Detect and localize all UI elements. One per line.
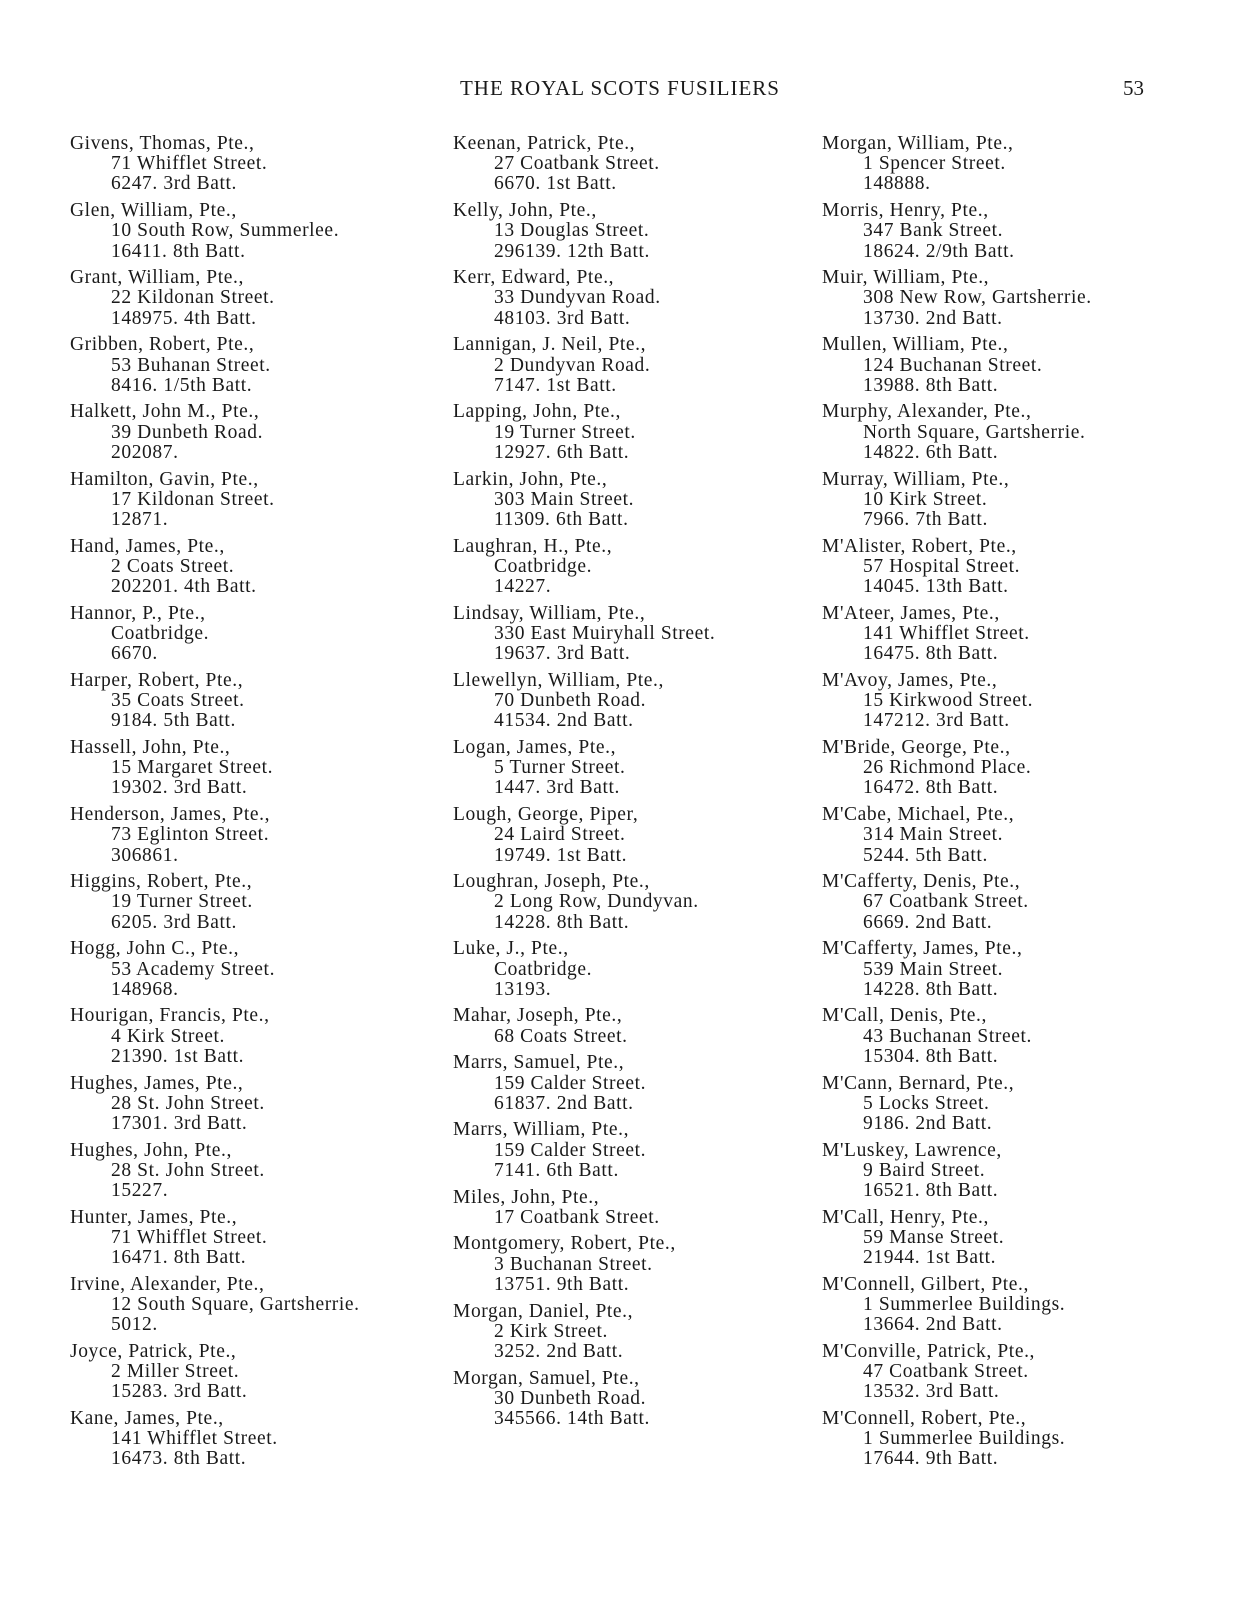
entry-address: 33 Dundyvan Road. xyxy=(494,287,661,309)
entry-name: Higgins, Robert, Pte., xyxy=(70,871,253,893)
entry-address: 124 Buchanan Street. xyxy=(863,354,1043,376)
roll-entry xyxy=(70,470,445,531)
entry-name: Henderson, James, Pte., xyxy=(70,804,271,826)
entry-service: 14227. xyxy=(494,576,552,598)
entry-service: 6247. 3rd Batt. xyxy=(111,173,237,195)
roll-entry xyxy=(70,335,445,396)
roll-entry xyxy=(453,1006,828,1046)
entry-name: M'Bride, George, Pte., xyxy=(822,736,1011,758)
entry-name: Loughran, Joseph, Pte., xyxy=(453,871,650,893)
entry-address: 1 Summerlee Buildings. xyxy=(863,1294,1066,1316)
entry-name: Marrs, William, Pte., xyxy=(453,1119,630,1141)
roll-entry xyxy=(453,1053,828,1114)
entry-address: 47 Coatbank Street. xyxy=(863,1361,1029,1383)
roll-entry xyxy=(453,470,828,531)
entry-service: 147212. 3rd Batt. xyxy=(863,710,1010,732)
entry-name: Hunter, James, Pte., xyxy=(70,1206,238,1228)
roll-entry xyxy=(822,805,1197,866)
roll-entry xyxy=(453,1234,828,1295)
roll-column-3 xyxy=(822,134,1197,1476)
entry-address: 28 St. John Street. xyxy=(111,1159,265,1181)
entry-service: 14822. 6th Batt. xyxy=(863,441,999,463)
entry-address: 71 Whifflet Street. xyxy=(111,1226,268,1248)
page-header xyxy=(0,76,1240,106)
roll-entry xyxy=(822,402,1197,463)
entry-name: Murray, William, Pte., xyxy=(822,468,1010,490)
roll-entry xyxy=(70,1141,445,1202)
entry-service: 1447. 3rd Batt. xyxy=(494,777,620,799)
entry-address: Coatbridge. xyxy=(111,622,210,644)
entry-service: 15304. 8th Batt. xyxy=(863,1045,999,1067)
roll-entry xyxy=(453,402,828,463)
entry-service: 6205. 3rd Batt. xyxy=(111,911,237,933)
entry-address: 2 Kirk Street. xyxy=(494,1320,609,1342)
roll-entry xyxy=(822,671,1197,732)
entry-address: 35 Coats Street. xyxy=(111,690,245,712)
roll-entry xyxy=(453,201,828,262)
entry-service: 9186. 2nd Batt. xyxy=(863,1112,993,1134)
entry-service: 12927. 6th Batt. xyxy=(494,441,630,463)
entry-name: Morgan, William, Pte., xyxy=(822,133,1014,154)
entry-name: M'Cabe, Michael, Pte., xyxy=(822,804,1015,826)
entry-service: 9184. 5th Batt. xyxy=(111,710,236,732)
entry-address: 539 Main Street. xyxy=(863,958,1004,980)
roll-entry xyxy=(822,537,1197,598)
roll-entry xyxy=(453,738,828,799)
roll-entry xyxy=(70,872,445,933)
entry-address: 308 New Row, Gartsherrie. xyxy=(863,287,1092,309)
entry-name: Lannigan, J. Neil, Pte., xyxy=(453,334,647,356)
entry-service: 15227. xyxy=(111,1180,169,1202)
entry-address: 5 Locks Street. xyxy=(863,1092,990,1114)
roll-entry xyxy=(822,1342,1197,1403)
entry-service: 16471. 8th Batt. xyxy=(111,1247,247,1269)
entry-service: 14045. 13th Batt. xyxy=(863,576,1009,598)
roll-entry xyxy=(822,1141,1197,1202)
entry-address: 141 Whifflet Street. xyxy=(863,622,1030,644)
entry-address: 70 Dunbeth Road. xyxy=(494,690,647,712)
roll-entry xyxy=(70,402,445,463)
entry-service: 7141. 6th Batt. xyxy=(494,1159,619,1181)
entry-name: M'Alister, Robert, Pte., xyxy=(822,535,1017,557)
entry-address: 314 Main Street. xyxy=(863,824,1004,846)
entry-address: 13 Douglas Street. xyxy=(494,220,650,242)
entry-service: 13730. 2nd Batt. xyxy=(863,307,1003,329)
entry-service: 13532. 3rd Batt. xyxy=(863,1381,1000,1403)
entry-service: 61837. 2nd Batt. xyxy=(494,1092,634,1114)
entry-name: Gribben, Robert, Pte., xyxy=(70,334,255,356)
roll-entry xyxy=(70,604,445,665)
entry-address: 73 Eglinton Street. xyxy=(111,824,270,846)
entry-address: 71 Whifflet Street. xyxy=(111,153,268,175)
entry-service: 6669. 2nd Batt. xyxy=(863,911,993,933)
entry-name: Hassell, John, Pte., xyxy=(70,736,231,758)
entry-name: M'Cafferty, Denis, Pte., xyxy=(822,871,1021,893)
entry-address: 141 Whifflet Street. xyxy=(111,1428,278,1450)
entry-name: M'Connell, Gilbert, Pte., xyxy=(822,1273,1030,1295)
roll-entry xyxy=(453,1188,828,1228)
entry-address: 2 Long Row, Dundyvan. xyxy=(494,891,699,913)
entry-name: Luke, J., Pte., xyxy=(453,938,569,960)
entry-address: Coatbridge. xyxy=(494,555,593,577)
entry-address: 26 Richmond Place. xyxy=(863,757,1032,779)
entry-name: Morris, Henry, Pte., xyxy=(822,200,989,222)
roll-entry xyxy=(822,470,1197,531)
entry-address: 30 Dunbeth Road. xyxy=(494,1387,647,1409)
roll-entry xyxy=(70,268,445,329)
entry-service: 14228. 8th Batt. xyxy=(863,978,999,1000)
entry-name: Joyce, Patrick, Pte., xyxy=(70,1340,237,1362)
roll-entry xyxy=(70,939,445,1000)
entry-address: 9 Baird Street. xyxy=(863,1159,986,1181)
entry-name: Harper, Robert, Pte., xyxy=(70,669,244,691)
entry-name: Muir, William, Pte., xyxy=(822,267,990,289)
entry-address: 2 Dundyvan Road. xyxy=(494,354,651,376)
entry-name: Kelly, John, Pte., xyxy=(453,200,597,222)
roll-column-1 xyxy=(70,134,445,1476)
roll-entry xyxy=(822,1074,1197,1135)
entry-name: Keenan, Patrick, Pte., xyxy=(453,133,636,154)
entry-service: 19637. 3rd Batt. xyxy=(494,643,631,665)
entry-name: M'Luskey, Lawrence, xyxy=(822,1139,1002,1161)
entry-service: 5012. xyxy=(111,1314,158,1336)
entry-name: M'Call, Henry, Pte., xyxy=(822,1206,989,1228)
roll-entry xyxy=(453,1369,828,1430)
roll-entry xyxy=(453,537,828,598)
entry-service: 11309. 6th Batt. xyxy=(494,508,629,530)
entry-service: 202087. xyxy=(111,441,179,463)
entry-service: 13751. 9th Batt. xyxy=(494,1273,630,1295)
entry-name: Halkett, John M., Pte., xyxy=(70,401,260,423)
entry-name: Mahar, Joseph, Pte., xyxy=(453,1005,623,1027)
entry-name: Irvine, Alexander, Pte., xyxy=(70,1273,265,1295)
roll-entry xyxy=(70,1275,445,1336)
entry-name: Glen, William, Pte., xyxy=(70,200,237,222)
entry-service: 13193. xyxy=(494,978,552,1000)
entry-service: 8416. 1/5th Batt. xyxy=(111,374,253,396)
entry-service: 13988. 8th Batt. xyxy=(863,374,999,396)
entry-name: Hogg, John C., Pte., xyxy=(70,938,240,960)
entry-name: Mullen, William, Pte., xyxy=(822,334,1009,356)
entry-name: Murphy, Alexander, Pte., xyxy=(822,401,1032,423)
roll-entry xyxy=(70,1208,445,1269)
entry-name: Lapping, John, Pte., xyxy=(453,401,621,423)
roll-column-2 xyxy=(453,134,828,1436)
entry-name: Hughes, James, Pte., xyxy=(70,1072,244,1094)
roll-entry xyxy=(822,738,1197,799)
entry-service: 16521. 8th Batt. xyxy=(863,1180,999,1202)
entry-address: 15 Kirkwood Street. xyxy=(863,690,1034,712)
entry-address: North Square, Gartsherrie. xyxy=(863,421,1086,443)
entry-name: Llewellyn, William, Pte., xyxy=(453,669,664,691)
entry-address: 59 Manse Street. xyxy=(863,1226,1005,1248)
entry-service: 3252. 2nd Batt. xyxy=(494,1340,624,1362)
entry-address: 330 East Muiryhall Street. xyxy=(494,622,716,644)
entry-name: Larkin, John, Pte., xyxy=(453,468,608,490)
roll-entry xyxy=(70,134,445,195)
entry-service: 7966. 7th Batt. xyxy=(863,508,988,530)
entry-name: Hamilton, Gavin, Pte., xyxy=(70,468,259,490)
entry-address: 4 Kirk Street. xyxy=(111,1025,226,1047)
entry-address: 24 Laird Street. xyxy=(494,824,626,846)
entry-name: M'Avoy, James, Pte., xyxy=(822,669,998,691)
roll-entry xyxy=(453,335,828,396)
entry-address: 347 Bank Street. xyxy=(863,220,1004,242)
entry-service: 5244. 5th Batt. xyxy=(863,844,988,866)
entry-service: 306861. xyxy=(111,844,179,866)
roll-entry xyxy=(70,1006,445,1067)
entry-name: Laughran, H., Pte., xyxy=(453,535,613,557)
entry-address: 159 Calder Street. xyxy=(494,1139,647,1161)
entry-address: 2 Coats Street. xyxy=(111,555,235,577)
roll-entry xyxy=(70,1074,445,1135)
entry-service: 6670. 1st Batt. xyxy=(494,173,617,195)
entry-address: 53 Academy Street. xyxy=(111,958,276,980)
entry-service: 148968. xyxy=(111,978,179,1000)
entry-address: 19 Turner Street. xyxy=(494,421,636,443)
entry-name: M'Conville, Patrick, Pte., xyxy=(822,1340,1036,1362)
entry-service: 6670. xyxy=(111,643,158,665)
entry-service: 21390. 1st Batt. xyxy=(111,1045,245,1067)
entry-address: 22 Kildonan Street. xyxy=(111,287,275,309)
roll-entry xyxy=(822,1409,1197,1470)
roll-entry xyxy=(453,1120,828,1181)
entry-service: 16473. 8th Batt. xyxy=(111,1448,247,1470)
entry-name: M'Connell, Robert, Pte., xyxy=(822,1408,1027,1430)
entry-name: Kerr, Edward, Pte., xyxy=(453,267,615,289)
entry-service: 7147. 1st Batt. xyxy=(494,374,617,396)
roll-entry xyxy=(70,738,445,799)
entry-service: 345566. 14th Batt. xyxy=(494,1408,650,1430)
entry-name: M'Call, Denis, Pte., xyxy=(822,1005,988,1027)
entry-service: 21944. 1st Batt. xyxy=(863,1247,997,1269)
entry-address: 1 Spencer Street. xyxy=(863,153,1006,175)
roll-entry xyxy=(70,201,445,262)
entry-name: Hourigan, Francis, Pte., xyxy=(70,1005,270,1027)
roll-entry xyxy=(822,1275,1197,1336)
entry-service: 19302. 3rd Batt. xyxy=(111,777,248,799)
entry-name: Lough, George, Piper, xyxy=(453,804,639,826)
entry-name: M'Cafferty, James, Pte., xyxy=(822,938,1023,960)
entry-name: Marrs, Samuel, Pte., xyxy=(453,1052,625,1074)
entry-address: 28 St. John Street. xyxy=(111,1092,265,1114)
entry-name: Morgan, Samuel, Pte., xyxy=(453,1367,640,1389)
entry-service: 12871. xyxy=(111,508,169,530)
entry-name: Grant, William, Pte., xyxy=(70,267,244,289)
entry-address: 1 Summerlee Buildings. xyxy=(863,1428,1066,1450)
entry-address: 68 Coats Street. xyxy=(494,1025,628,1047)
entry-service: 17644. 9th Batt. xyxy=(863,1448,999,1470)
entry-address: 3 Buchanan Street. xyxy=(494,1253,653,1275)
entry-name: Givens, Thomas, Pte., xyxy=(70,133,255,154)
roll-entry xyxy=(453,805,828,866)
entry-service: 48103. 3rd Batt. xyxy=(494,307,631,329)
entry-address: 67 Coatbank Street. xyxy=(863,891,1029,913)
roll-entry xyxy=(70,1342,445,1403)
roll-entry xyxy=(453,939,828,1000)
entry-address: Coatbridge. xyxy=(494,958,593,980)
entry-name: Montgomery, Robert, Pte., xyxy=(453,1233,676,1255)
entry-name: Kane, James, Pte., xyxy=(70,1408,224,1430)
page-number: 53 xyxy=(1123,76,1144,100)
entry-address: 5 Turner Street. xyxy=(494,757,626,779)
roll-entry xyxy=(822,268,1197,329)
entry-name: Hughes, John, Pte., xyxy=(70,1139,232,1161)
entry-service: 16475. 8th Batt. xyxy=(863,643,999,665)
entry-service: 15283. 3rd Batt. xyxy=(111,1381,248,1403)
roll-entry xyxy=(453,872,828,933)
roll-entry xyxy=(453,1302,828,1363)
entry-service: 16411. 8th Batt. xyxy=(111,240,246,262)
roll-entry xyxy=(453,671,828,732)
entry-address: 12 South Square, Gartsherrie. xyxy=(111,1294,360,1316)
roll-entry xyxy=(453,268,828,329)
entry-address: 17 Coatbank Street. xyxy=(494,1206,660,1228)
roll-entry xyxy=(822,872,1197,933)
entry-address: 43 Buchanan Street. xyxy=(863,1025,1032,1047)
roll-entry xyxy=(70,1409,445,1470)
roll-entry xyxy=(70,671,445,732)
entry-address: 2 Miller Street. xyxy=(111,1361,240,1383)
entry-address: 159 Calder Street. xyxy=(494,1072,647,1094)
entry-address: 19 Turner Street. xyxy=(111,891,253,913)
entry-address: 57 Hospital Street. xyxy=(863,555,1021,577)
entry-service: 41534. 2nd Batt. xyxy=(494,710,634,732)
entry-name: M'Cann, Bernard, Pte., xyxy=(822,1072,1015,1094)
entry-address: 303 Main Street. xyxy=(494,488,635,510)
roll-entry xyxy=(453,604,828,665)
roll-entry xyxy=(822,134,1197,195)
entry-name: Lindsay, William, Pte., xyxy=(453,602,646,624)
roll-entry xyxy=(822,1006,1197,1067)
roll-entry xyxy=(822,939,1197,1000)
entry-service: 19749. 1st Batt. xyxy=(494,844,628,866)
roll-entry xyxy=(453,134,828,195)
entry-service: 14228. 8th Batt. xyxy=(494,911,630,933)
entry-address: 10 South Row, Summerlee. xyxy=(111,220,340,242)
entry-service: 202201. 4th Batt. xyxy=(111,576,257,598)
entry-service: 148975. 4th Batt. xyxy=(111,307,257,329)
page-title: THE ROYAL SCOTS FUSILIERS xyxy=(459,76,780,100)
entry-address: 10 Kirk Street. xyxy=(863,488,988,510)
entry-name: Hannor, P., Pte., xyxy=(70,602,206,624)
roll-entry xyxy=(822,201,1197,262)
entry-service: 296139. 12th Batt. xyxy=(494,240,650,262)
entry-address: 15 Margaret Street. xyxy=(111,757,274,779)
entry-service: 13664. 2nd Batt. xyxy=(863,1314,1003,1336)
entry-name: Hand, James, Pte., xyxy=(70,535,225,557)
entry-name: Miles, John, Pte., xyxy=(453,1186,600,1208)
roll-entry xyxy=(70,805,445,866)
roll-entry xyxy=(822,1208,1197,1269)
entry-service: 17301. 3rd Batt. xyxy=(111,1112,248,1134)
entry-address: 17 Kildonan Street. xyxy=(111,488,275,510)
entry-service: 16472. 8th Batt. xyxy=(863,777,999,799)
roll-entry xyxy=(822,335,1197,396)
entry-service: 18624. 2/9th Batt. xyxy=(863,240,1015,262)
roll-entry xyxy=(70,537,445,598)
entry-address: 27 Coatbank Street. xyxy=(494,153,660,175)
entry-address: 53 Buhanan Street. xyxy=(111,354,271,376)
entry-address: 39 Dunbeth Road. xyxy=(111,421,264,443)
entry-name: Logan, James, Pte., xyxy=(453,736,617,758)
roll-entry xyxy=(822,604,1197,665)
entry-service: 148888. xyxy=(863,173,931,195)
entry-name: M'Ateer, James, Pte., xyxy=(822,602,1000,624)
entry-name: Morgan, Daniel, Pte., xyxy=(453,1300,634,1322)
